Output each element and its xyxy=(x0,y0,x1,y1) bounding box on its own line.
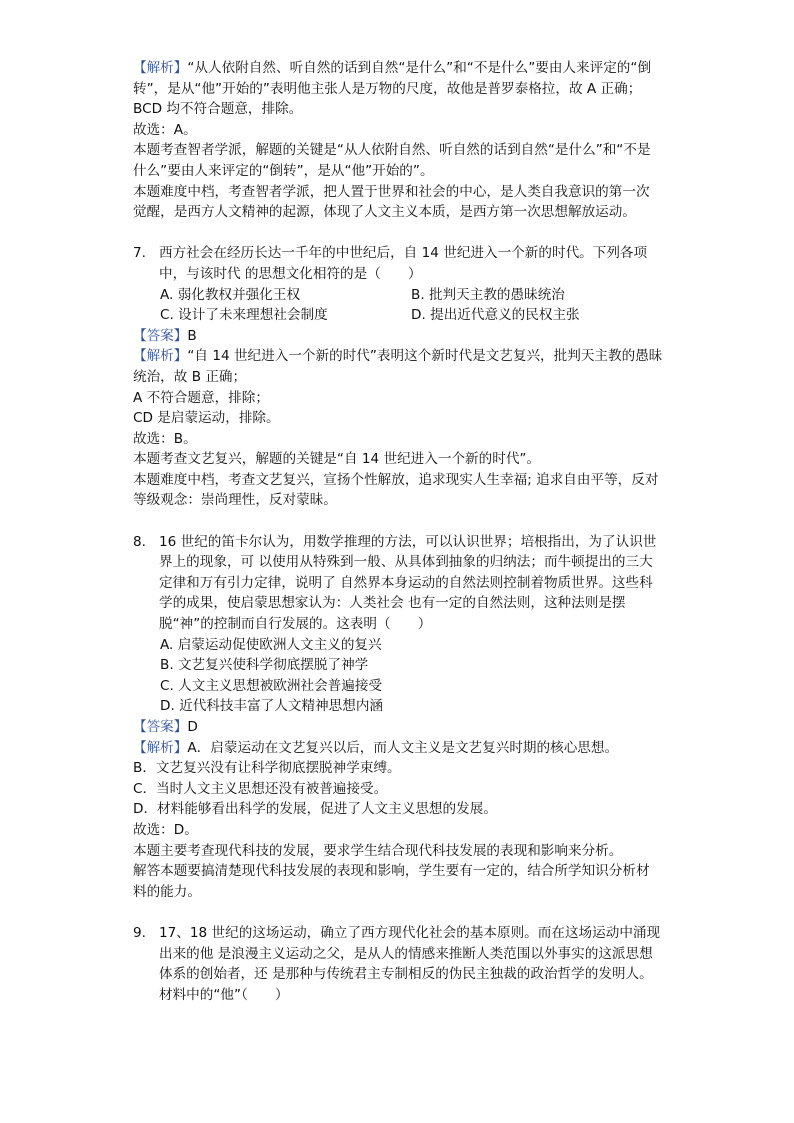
question-8-options xyxy=(133,635,663,717)
question-7-analysis-line-3: CD 是启蒙运动，排除。 xyxy=(133,410,280,427)
question-8-option-a: A. 启蒙运动促使欧洲人文主义的复兴 xyxy=(160,636,382,653)
question-8-stem: 8. 16 世纪的笛卡尔认为，用数学推理的方法，可以认识世界；培根指出，为了认识世界上的现象，可 以使用从特殊到一般、从具体到抽象的归纳法；而牛顿提出的三大定律和万有引力定律，说明了 自然界本身运动的自然法则控制着物质世界。这些科学的成果，使启蒙思想家认为：人类社会 也有一定的自然法则，这种法则是摆脱“神”的控制而自行发展的。这表明（ ） xyxy=(133,533,657,633)
question-7-option-b: B. 批判天主教的愚昧统治 xyxy=(411,286,565,303)
question-8-analysis-line-5: 故选：D。 xyxy=(133,821,198,838)
question-7-analysis-line-2: A 不符合题意，排除； xyxy=(133,389,269,406)
question-7-option-c: C. 设计了未来理想社会制度 xyxy=(160,307,328,324)
prev-analysis-line-5: 本题难度中档，考查智者学派，把人置于世界和社会的中心，是人类自我意识的第一次觉醒，是西方人文精神的起源，体现了人文主义本质，是西方第一次思想解放运动。 xyxy=(133,183,650,221)
question-8-analysis-line-6: 本题主要考查现代科技的发展，要求学生结合现代科技发展的表现和影响来分析。 xyxy=(133,842,623,859)
analysis-label: 【解析】 xyxy=(133,60,188,76)
question-8-analysis-line-3: C．当时人文主义思想还没有被普遍接受。 xyxy=(133,780,388,797)
question-8-analysis-line-1: 【解析】A．启蒙运动在文艺复兴以后，而人文主义是文艺复兴时期的核心思想。 xyxy=(133,739,619,756)
prev-analysis-line-4: 本题考查智者学派，解题的关键是“从人依附自然、听自然的话到自然“是什么”和“不是什么”要由人来评定的“倒转”，是从“他”开始的”。 xyxy=(133,142,651,179)
analysis-label: 【解析】 xyxy=(133,739,188,756)
prev-analysis-line-1: 【解析】“从人依附自然、听自然的话到自然“是什么”和“不是什么”要由人来评定的“倒转”，是从“他”开始的”表明他主张人是万物的尺度，故他是普罗泰格拉，故 A 正确； xyxy=(133,60,652,97)
answer-label: 【答案】 xyxy=(133,327,188,344)
question-8-option-b: B. 文艺复兴使科学彻底摆脱了神学 xyxy=(160,657,369,674)
question-7-option-d: D. 提出近代意义的民权主张 xyxy=(411,307,580,324)
question-8-analysis-line-4: D．材料能够看出科学的发展，促进了人文主义思想的发展。 xyxy=(133,801,497,818)
question-7 xyxy=(133,243,663,511)
question-7-option-a: A. 弱化教权并强化王权 xyxy=(160,286,301,303)
document-page xyxy=(133,58,663,1005)
question-8-option-c: C. 人文主义思想被欧洲社会普遍接受 xyxy=(160,677,383,694)
question-8-number: 8. xyxy=(133,533,146,550)
question-9 xyxy=(133,923,663,1005)
question-7-analysis-line-1: 【解析】“自 14 世纪进入一个新的时代”表明这个新时代是文艺复兴，批判天主教的愚昧统治，故 B 正确； xyxy=(133,348,663,385)
prev-analysis-line-2: BCD 均不符合题意，排除。 xyxy=(133,101,303,118)
prev-analysis xyxy=(133,58,663,223)
answer-label: 【答案】 xyxy=(133,719,188,735)
question-9-number: 9. xyxy=(133,924,146,941)
question-7-options xyxy=(133,285,663,326)
question-7-analysis-line-4: 故选：B。 xyxy=(133,430,197,447)
question-8-analysis-line-2: B．文艺复兴没有让科学彻底摆脱神学束缚。 xyxy=(133,760,401,777)
question-7-number: 7. xyxy=(133,245,146,262)
question-9-stem: 9. 17、18 世纪的这场运动，确立了西方现代化社会的基本原则。而在这场运动中涌现出来的他 是浪漫主义运动之父，是从人的情感来推断人类范围以外事实的这派思想体系的创始者，还 是那种与传统君主专制相反的伪民主独裁的政治哲学的发明人。材料中的“他”（ ） xyxy=(133,924,661,1003)
question-8-option-d: D. 近代科技丰富了人文精神思想内涵 xyxy=(160,698,384,715)
question-7-analysis-line-6: 本题难度中档，考查文艺复兴，宣扬个性解放，追求现实人生幸福; 追求自由平等，反对等级观念：崇尚理性，反对蒙昧。 xyxy=(133,471,659,509)
question-7-answer: 【答案】B xyxy=(133,327,197,344)
analysis-label: 【解析】 xyxy=(133,348,188,365)
question-8 xyxy=(133,532,663,903)
question-7-stem: 7. 西方社会在经历长达一千年的中世纪后，自 14 世纪进入一个新的时代。下列各项中，与该时代 的思想文化相符的是（ ） xyxy=(133,245,648,282)
question-7-analysis-line-5: 本题考查文艺复兴，解题的关键是“自 14 世纪进入一个新的时代”。 xyxy=(133,451,541,468)
prev-analysis-line-3: 故选：A。 xyxy=(133,121,197,138)
question-8-answer: 【答案】D xyxy=(133,719,198,735)
question-8-analysis-line-7: 解答本题要搞清楚现代科技发展的表现和影响，学生要有一定的，结合所学知识分析材料的能力。 xyxy=(133,863,650,900)
